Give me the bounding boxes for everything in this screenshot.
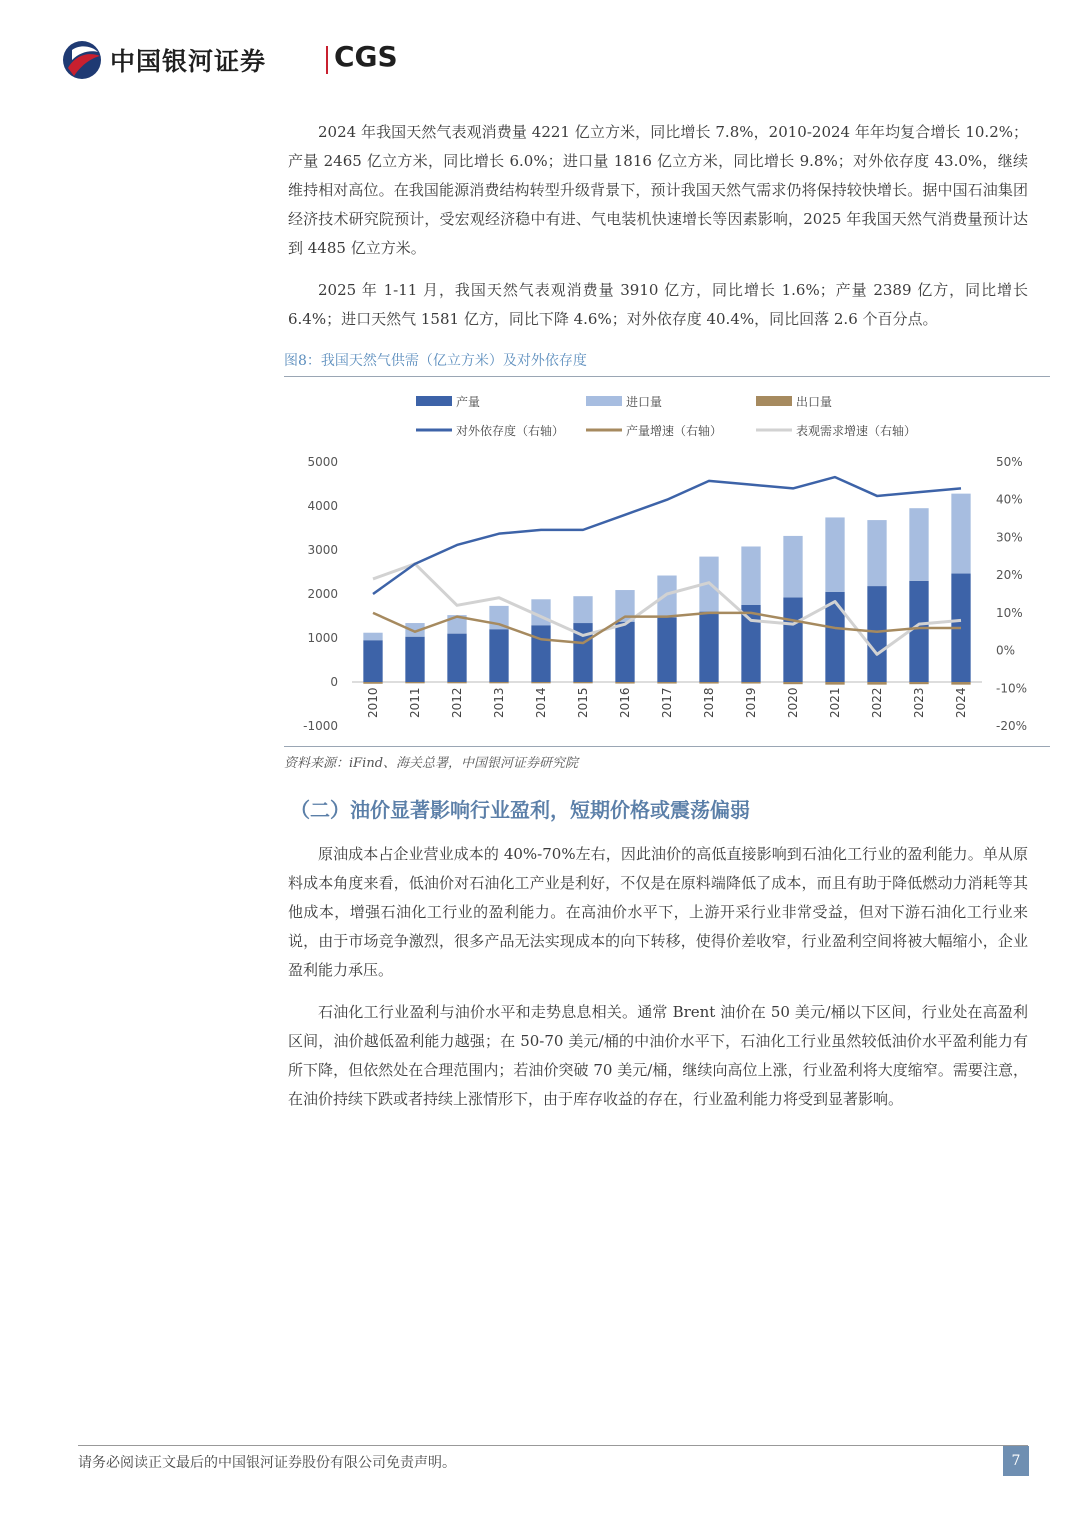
right-axis-tick: 10%: [996, 605, 1023, 620]
bar-exports: [783, 682, 802, 684]
bar-exports: [615, 682, 634, 684]
x-axis-label: 2022: [870, 687, 884, 718]
bar-imports: [867, 520, 886, 586]
logo-separator: [326, 46, 328, 74]
right-axis-tick: 0%: [996, 643, 1016, 658]
left-axis-tick: 4000: [307, 499, 338, 513]
section-heading: （二）油价显著影响行业盈利，短期价格或震荡偏弱: [290, 798, 750, 822]
left-axis-tick: 2000: [307, 587, 338, 601]
right-axis-tick: 20%: [996, 568, 1023, 583]
chart-bars: [363, 494, 970, 685]
right-axis-tick: 50%: [996, 455, 1023, 469]
left-axis-tick: 0: [330, 675, 338, 689]
bar-imports: [909, 508, 928, 581]
x-axis-label: 2020: [786, 687, 800, 718]
left-axis-tick: 5000: [307, 455, 338, 469]
bar-imports: [573, 596, 592, 623]
legend-label: 出口量: [796, 395, 833, 409]
figure-divider-bottom: [284, 746, 1050, 747]
bar-imports: [825, 517, 844, 591]
bar-production: [363, 640, 382, 682]
right-axis-tick: 40%: [996, 492, 1023, 507]
x-axis-label: 2013: [492, 687, 506, 718]
figure-title: 图8：我国天然气供需（亿立方米）及对外依存度: [284, 353, 587, 369]
legend-label: 产量增速（右轴）: [626, 424, 723, 438]
gas-supply-demand-chart: [284, 382, 1050, 742]
footer-disclaimer: 请务必阅读正文最后的中国银河证券股份有限公司免责声明。: [78, 1455, 456, 1471]
bar-exports: [489, 682, 508, 683]
bar-imports: [951, 494, 970, 574]
bar-production: [657, 617, 676, 682]
x-axis-label: 2015: [576, 687, 590, 718]
x-axis-label: 2023: [912, 687, 926, 718]
paragraph-3: 原油成本占企业营业成本的 40%-70%左右，因此油价的高低直接影响到石油化工行业的盈利能力。单从原料成本角度来看，低油价对石油化工产业是利好，不仅是在原料端降低了成本，而且有助于降低燃动力消耗等其他成本，增强石油化工行业的盈利能力。在高油价水平下，上游开采行业非常受益，但对下游石油化工行业来说，由于市场竞争激烈，很多产品无法实现成本的向下转移，使得价差收窄，行业盈利空间将被大幅缩小，企业盈利能力承压。: [288, 845, 1028, 979]
right-axis-tick: -10%: [996, 681, 1028, 696]
bar-production: [447, 634, 466, 682]
chart-x-labels: [366, 687, 968, 718]
logo-text-cn: 中国银河证券: [110, 47, 267, 76]
paragraph-2: 2025 年 1-11 月，我国天然气表观消费量 3910 亿方，同比增长 1.6%；产量 2389 亿方，同比增长 6.4%；进口天然气 1581 亿方，同比下降 4.6%；对外依存度 40.4%，同比回落 2.6 个百分点。: [288, 281, 1028, 328]
legend-label: 表观需求增速（右轴）: [796, 424, 917, 438]
bar-production: [741, 605, 760, 682]
legend-label: 对外依存度（右轴）: [456, 424, 565, 438]
page-number: 7: [1003, 1446, 1029, 1476]
bar-production: [699, 612, 718, 682]
x-axis-label: 2016: [618, 687, 632, 718]
bar-imports: [783, 536, 802, 598]
paragraph-1: 2024 年我国天然气表观消费量 4221 亿立方米，同比增长 7.8%，2010-2024 年年均复合增长 10.2%；产量 2465 亿立方米，同比增长 6.0%；进口量 1816 亿立方米，同比增长 9.8%；对外依存度 43.0%，继续维持相对高位。在我国能源消费结构转型升级背景下，预计我国天然气需求仍将保持较快增长。据中国石油集团经济技术研究院预计，受宏观经济稳中有进、气电装机快速增长等因素影响，2025 年我国天然气消费量预计达到 4485 亿立方米。: [288, 123, 1028, 257]
legend-swatch: [416, 396, 452, 406]
company-logo: [60, 38, 398, 82]
bar-exports: [909, 682, 928, 684]
bar-production: [867, 586, 886, 682]
right-axis-tick: 30%: [996, 530, 1023, 545]
left-axis-tick: 1000: [307, 631, 338, 645]
bar-exports: [531, 682, 550, 683]
x-axis-label: 2010: [366, 687, 380, 718]
x-axis-label: 2017: [660, 687, 674, 718]
bar-exports: [657, 682, 676, 684]
legend-swatch: [756, 396, 792, 406]
x-axis-label: 2021: [828, 687, 842, 718]
bar-exports: [447, 682, 466, 683]
x-axis-label: 2018: [702, 687, 716, 718]
bar-exports: [741, 682, 760, 684]
chart-legend: [416, 394, 916, 438]
left-axis-tick: -1000: [303, 719, 338, 733]
bar-exports: [573, 682, 592, 683]
bar-imports: [657, 576, 676, 618]
bar-production: [531, 625, 550, 682]
bar-imports: [363, 633, 382, 640]
bar-exports: [951, 682, 970, 685]
legend-swatch: [586, 396, 622, 406]
x-axis-label: 2024: [954, 687, 968, 718]
bar-production: [615, 622, 634, 682]
bar-production: [783, 598, 802, 682]
legend-label: 产量: [456, 395, 481, 409]
bar-exports: [405, 682, 424, 683]
bar-exports: [363, 682, 382, 684]
x-axis-label: 2011: [408, 687, 422, 718]
logo-mark-icon: [60, 38, 104, 82]
bar-exports: [699, 682, 718, 684]
bar-exports: [867, 682, 886, 685]
x-axis-label: 2019: [744, 687, 758, 718]
right-axis-tick: -20%: [996, 719, 1028, 733]
x-axis-label: 2014: [534, 687, 548, 718]
bar-production: [909, 581, 928, 682]
figure-source: 资料来源：iFind、海关总署，中国银河证券研究院: [284, 756, 579, 771]
left-axis-tick: 3000: [307, 543, 338, 557]
legend-label: 进口量: [626, 395, 663, 409]
footer-divider: [78, 1445, 1028, 1446]
bar-imports: [741, 546, 760, 605]
bar-production: [405, 637, 424, 682]
figure-divider-top: [284, 376, 1050, 377]
bar-production: [489, 629, 508, 682]
bar-exports: [825, 682, 844, 685]
x-axis-label: 2012: [450, 687, 464, 718]
logo-text-en: CGS: [334, 40, 398, 73]
paragraph-4: 石油化工行业盈利与油价水平和走势息息相关。通常 Brent 油价在 50 美元/桶以下区间，行业处在高盈利区间，油价越低盈利能力越强；在 50-70 美元/桶的中油价水平下，石油化工行业虽然较低油价水平盈利能力有所下降，但依然处在合理范围内；若油价突破 70 美元/桶，继续向高位上涨，行业盈利将大度缩窄。需要注意，在油价持续下跌或者持续上涨情形下，由于库存收益的存在，行业盈利能力将受到显著影响。: [288, 1003, 1028, 1108]
